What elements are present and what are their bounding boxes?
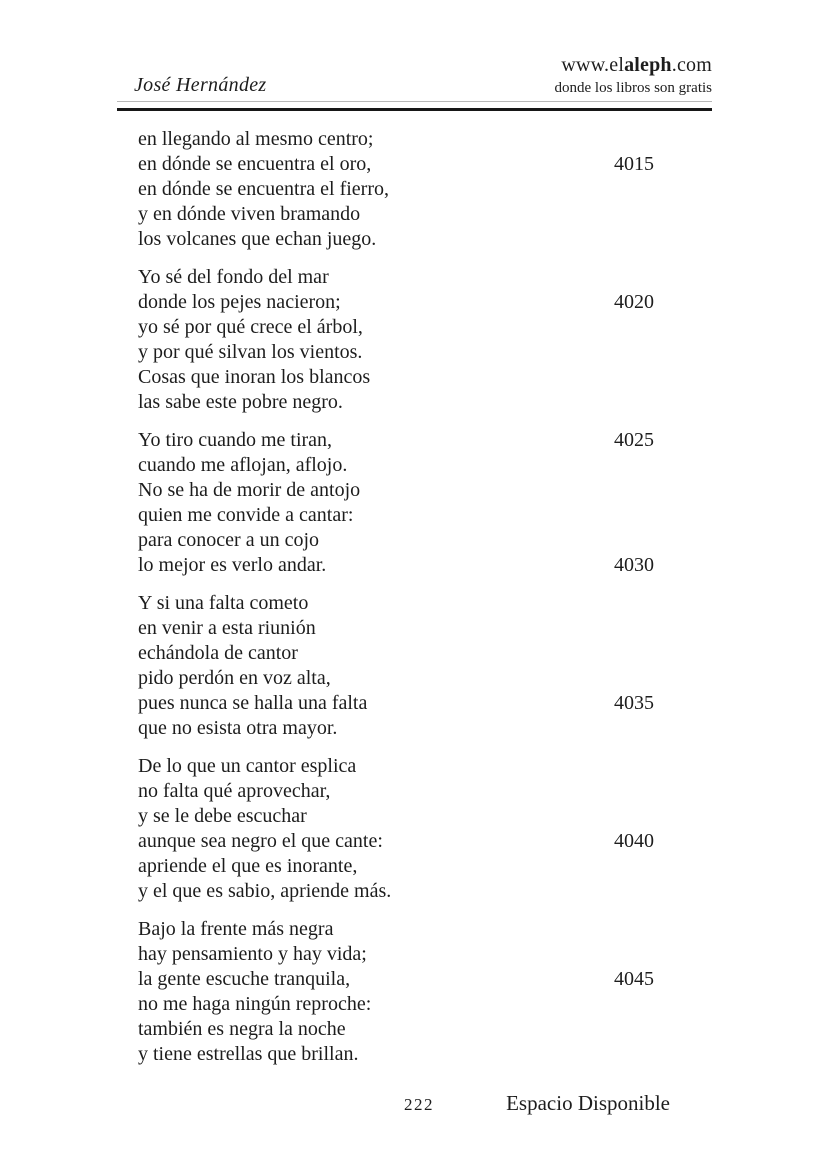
poem-line <box>138 390 738 415</box>
stanza <box>138 127 738 252</box>
poem-line-text: pido perdón en voz alta, <box>138 667 331 689</box>
poem-line-text: no falta qué aprovechar, <box>138 780 331 802</box>
poem-line <box>138 616 738 641</box>
poem-line-text: en llegando al mesmo centro; <box>138 128 374 150</box>
poem-line-text: lo mejor es verlo andar. <box>138 554 327 576</box>
poem-line <box>138 967 738 992</box>
poem-line-text: hay pensamiento y hay vida; <box>138 943 367 965</box>
poem-line-text: Yo sé del fondo del mar <box>138 266 329 288</box>
poem-line <box>138 365 738 390</box>
verse-number: 4040 <box>614 830 654 852</box>
poem-line-text: también es negra la noche <box>138 1018 346 1040</box>
stanza <box>138 428 738 578</box>
watermark-text: Espacio Disponible <box>506 1091 670 1115</box>
poem-line <box>138 917 738 942</box>
poem-line <box>138 716 738 741</box>
author-name: José Hernández <box>134 74 267 96</box>
stanza <box>138 591 738 741</box>
poem-line <box>138 315 738 340</box>
poem-line-text: en dónde se encuentra el oro, <box>138 153 372 175</box>
poem-line <box>138 641 738 666</box>
site-url-prefix: www.el <box>561 54 625 76</box>
page-number: 222 <box>404 1095 434 1114</box>
poem-line <box>138 591 738 616</box>
poem-line-text: y por qué silvan los vientos. <box>138 341 363 363</box>
poem-line <box>138 177 738 202</box>
poem-line-text: No se ha de morir de antojo <box>138 479 361 501</box>
page-footer <box>0 1091 828 1123</box>
poem-line <box>138 829 738 854</box>
verse-number: 4025 <box>614 429 654 451</box>
poem-line-text: y tiene estrellas que brillan. <box>138 1043 359 1065</box>
verse-number: 4020 <box>614 291 654 313</box>
verse-number: 4045 <box>614 968 654 990</box>
poem-line-text: los volcanes que echan juego. <box>138 228 377 250</box>
poem-line-text: en dónde se encuentra el fierro, <box>138 178 389 200</box>
poem-line-text: en venir a esta riunión <box>138 617 316 639</box>
poem-line-text: que no esista otra mayor. <box>138 717 338 739</box>
site-url-suffix: .com <box>671 54 712 76</box>
poem-line-text: yo sé por qué crece el árbol, <box>138 316 363 338</box>
poem-line <box>138 340 738 365</box>
poem-line <box>138 553 738 578</box>
poem-line-text: Cosas que inoran los blancos <box>138 366 371 388</box>
poem-line-text: no me haga ningún reproche: <box>138 993 372 1015</box>
poem-line <box>138 754 738 779</box>
poem-line <box>138 691 738 716</box>
poem-line <box>138 503 738 528</box>
poem-line <box>138 227 738 252</box>
poem-line <box>138 1042 738 1067</box>
poem-line-text: donde los pejes nacieron; <box>138 291 341 313</box>
poem-line <box>138 127 738 152</box>
poem-line <box>138 666 738 691</box>
poem-line-text: echándola de cantor <box>138 642 298 664</box>
stanza <box>138 754 738 904</box>
poem-line-text: y en dónde viven bramando <box>138 203 361 225</box>
poem-line-text: quien me convide a cantar: <box>138 504 354 526</box>
poem-line-text: aunque sea negro el que cante: <box>138 830 383 852</box>
poem-line-text: las sabe este pobre negro. <box>138 391 343 413</box>
verse-number: 4015 <box>614 153 654 175</box>
poem-line <box>138 942 738 967</box>
poem-line <box>138 528 738 553</box>
poem-line-text: cuando me aflojan, aflojo. <box>138 454 348 476</box>
poem-line-text: Y si una falta cometo <box>138 592 309 614</box>
poem-line-text: pues nunca se halla una falta <box>138 692 368 714</box>
header-rule <box>117 101 712 111</box>
poem-line <box>138 152 738 177</box>
poem-line-text: y se le debe escuchar <box>138 805 307 827</box>
poem-line-text: Bajo la frente más negra <box>138 918 334 940</box>
poem-line <box>138 804 738 829</box>
poem-line-text: apriende el que es inorante, <box>138 855 358 877</box>
poem-line-text: para conocer a un cojo <box>138 529 320 551</box>
poem-line-text: Yo tiro cuando me tiran, <box>138 429 333 451</box>
poem-line-text: De lo que un cantor esplica <box>138 755 357 777</box>
poem-line <box>138 453 738 478</box>
poem-line <box>138 992 738 1017</box>
poem-line <box>138 265 738 290</box>
poem-line <box>138 478 738 503</box>
page-header <box>118 54 712 97</box>
poem-line <box>138 202 738 227</box>
poem-line <box>138 879 738 904</box>
poem-line-text: la gente escuche tranquila, <box>138 968 351 990</box>
stanza <box>138 917 738 1067</box>
verse-number: 4035 <box>614 692 654 714</box>
poem-body <box>138 127 738 1080</box>
site-url <box>555 54 713 77</box>
site-url-bold: aleph <box>624 54 672 76</box>
site-tagline: donde los libros son gratis <box>554 80 712 96</box>
poem-line <box>138 290 738 315</box>
poem-line <box>138 1017 738 1042</box>
verse-number: 4030 <box>614 554 654 576</box>
poem-line <box>138 779 738 804</box>
header-right <box>555 54 713 97</box>
poem-line-text: y el que es sabio, apriende más. <box>138 880 392 902</box>
poem-line <box>138 428 738 453</box>
header-left <box>118 74 267 97</box>
stanza <box>138 265 738 415</box>
poem-line <box>138 854 738 879</box>
